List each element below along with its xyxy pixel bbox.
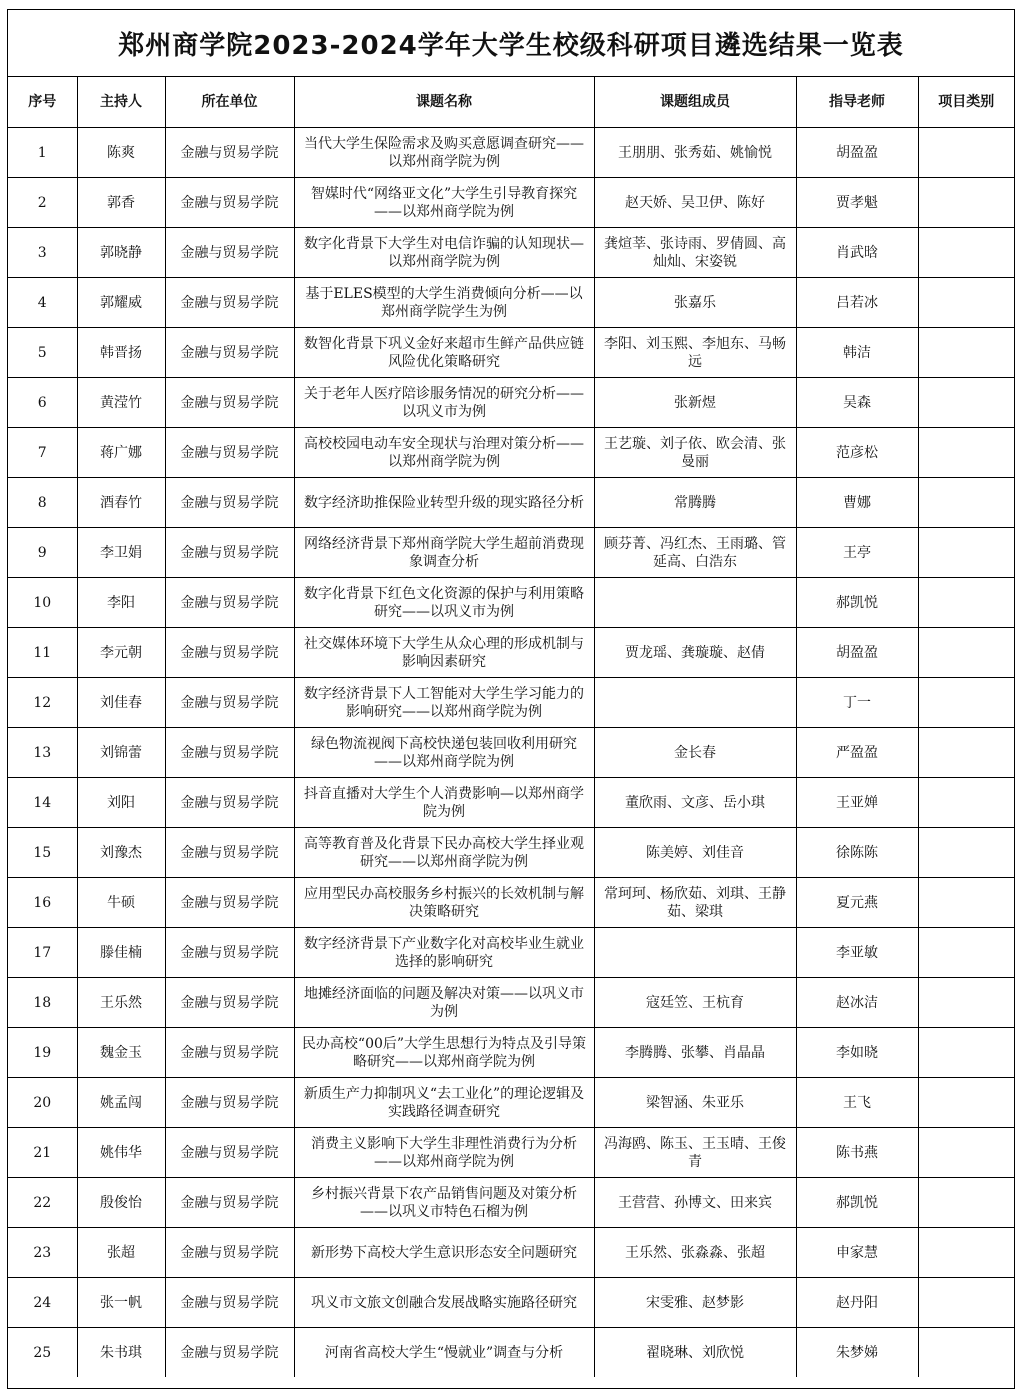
cell-topic: 民办高校“00后”大学生思想行为特点及引导策略研究——以郑州商学院为例 <box>294 1028 594 1078</box>
cell-advisor: 韩洁 <box>796 328 918 378</box>
table-row <box>8 178 1014 228</box>
table-row <box>8 1178 1014 1228</box>
cell-host: 郭耀威 <box>77 278 165 328</box>
cell-unit: 金融与贸易学院 <box>165 1028 294 1078</box>
cell-category <box>918 1178 1014 1228</box>
cell-topic: 数字化背景下大学生对电信诈骗的认知现状—以郑州商学院为例 <box>294 228 594 278</box>
cell-unit: 金融与贸易学院 <box>165 878 294 928</box>
cell-serial: 25 <box>8 1328 77 1378</box>
cell-category <box>918 228 1014 278</box>
table-row <box>8 428 1014 478</box>
table-row <box>8 1328 1014 1378</box>
cell-topic: 数智化背景下巩义金好来超市生鲜产品供应链风险优化策略研究 <box>294 328 594 378</box>
cell-topic: 基于ELES模型的大学生消费倾向分析——以郑州商学院学生为例 <box>294 278 594 328</box>
cell-advisor: 曹娜 <box>796 478 918 528</box>
cell-host: 刘阳 <box>77 778 165 828</box>
cell-advisor: 陈书燕 <box>796 1128 918 1178</box>
table-row <box>8 928 1014 978</box>
table-row <box>8 678 1014 728</box>
results-table <box>8 77 1014 1377</box>
cell-category <box>918 1278 1014 1328</box>
header-topic: 课题名称 <box>294 77 594 128</box>
cell-serial: 1 <box>8 128 77 178</box>
cell-serial: 19 <box>8 1028 77 1078</box>
cell-unit: 金融与贸易学院 <box>165 328 294 378</box>
cell-host: 李元朝 <box>77 628 165 678</box>
table-row <box>8 228 1014 278</box>
cell-topic: 巩义市文旅文创融合发展战略实施路径研究 <box>294 1278 594 1328</box>
cell-unit: 金融与贸易学院 <box>165 778 294 828</box>
cell-topic: 关于老年人医疗陪诊服务情况的研究分析——以巩义市为例 <box>294 378 594 428</box>
cell-serial: 5 <box>8 328 77 378</box>
cell-topic: 抖音直播对大学生个人消费影响—以郑州商学院为例 <box>294 778 594 828</box>
header-host: 主持人 <box>77 77 165 128</box>
cell-topic: 数字化背景下红色文化资源的保护与利用策略研究——以巩义市为例 <box>294 578 594 628</box>
cell-advisor: 贾孝魁 <box>796 178 918 228</box>
cell-advisor: 范彦松 <box>796 428 918 478</box>
cell-topic: 数字经济背景下产业数字化对高校毕业生就业选择的影响研究 <box>294 928 594 978</box>
table-row <box>8 378 1014 428</box>
cell-advisor: 夏元燕 <box>796 878 918 928</box>
table-row <box>8 1078 1014 1128</box>
cell-serial: 2 <box>8 178 77 228</box>
cell-advisor: 肖武晗 <box>796 228 918 278</box>
cell-host: 姚伟华 <box>77 1128 165 1178</box>
cell-host: 朱书琪 <box>77 1328 165 1378</box>
cell-category <box>918 628 1014 678</box>
cell-unit: 金融与贸易学院 <box>165 128 294 178</box>
cell-category <box>918 1028 1014 1078</box>
cell-advisor: 胡盈盈 <box>796 628 918 678</box>
cell-category <box>918 828 1014 878</box>
cell-serial: 8 <box>8 478 77 528</box>
cell-unit: 金融与贸易学院 <box>165 378 294 428</box>
cell-serial: 22 <box>8 1178 77 1228</box>
cell-topic: 数字经济助推保险业转型升级的现实路径分析 <box>294 478 594 528</box>
cell-members <box>594 678 796 728</box>
cell-unit: 金融与贸易学院 <box>165 728 294 778</box>
cell-members: 王营营、孙博文、田来宾 <box>594 1178 796 1228</box>
cell-topic: 当代大学生保险需求及购买意愿调查研究——以郑州商学院为例 <box>294 128 594 178</box>
cell-serial: 21 <box>8 1128 77 1178</box>
cell-unit: 金融与贸易学院 <box>165 278 294 328</box>
cell-members: 翟晓琳、刘欣悦 <box>594 1328 796 1378</box>
cell-serial: 13 <box>8 728 77 778</box>
cell-advisor: 王飞 <box>796 1078 918 1128</box>
cell-members <box>594 928 796 978</box>
cell-topic: 河南省高校大学生“慢就业”调查与分析 <box>294 1328 594 1378</box>
cell-topic: 数字经济背景下人工智能对大学生学习能力的影响研究——以郑州商学院为例 <box>294 678 594 728</box>
cell-category <box>918 1078 1014 1128</box>
cell-serial: 16 <box>8 878 77 928</box>
cell-serial: 20 <box>8 1078 77 1128</box>
cell-category <box>918 928 1014 978</box>
cell-members: 赵天娇、吴卫伊、陈好 <box>594 178 796 228</box>
cell-members: 李阳、刘玉熙、李旭东、马畅远 <box>594 328 796 378</box>
cell-host: 郭晓静 <box>77 228 165 278</box>
cell-serial: 10 <box>8 578 77 628</box>
cell-host: 刘锦蕾 <box>77 728 165 778</box>
cell-members: 顾芬菁、冯红杰、王雨璐、管延高、白浩东 <box>594 528 796 578</box>
cell-members: 常珂珂、杨欣茹、刘琪、王静茹、梁琪 <box>594 878 796 928</box>
cell-host: 牛硕 <box>77 878 165 928</box>
cell-category <box>918 378 1014 428</box>
cell-unit: 金融与贸易学院 <box>165 628 294 678</box>
cell-advisor: 李亚敏 <box>796 928 918 978</box>
cell-unit: 金融与贸易学院 <box>165 1228 294 1278</box>
cell-host: 李阳 <box>77 578 165 628</box>
cell-category <box>918 1328 1014 1378</box>
cell-unit: 金融与贸易学院 <box>165 1278 294 1328</box>
cell-advisor: 吴森 <box>796 378 918 428</box>
cell-category <box>918 478 1014 528</box>
cell-host: 姚孟闯 <box>77 1078 165 1128</box>
header-advisor: 指导老师 <box>796 77 918 128</box>
cell-serial: 23 <box>8 1228 77 1278</box>
cell-serial: 24 <box>8 1278 77 1328</box>
cell-serial: 15 <box>8 828 77 878</box>
cell-advisor: 申家慧 <box>796 1228 918 1278</box>
cell-advisor: 严盈盈 <box>796 728 918 778</box>
cell-unit: 金融与贸易学院 <box>165 828 294 878</box>
cell-category <box>918 778 1014 828</box>
cell-topic: 社交媒体环境下大学生从众心理的形成机制与影响因素研究 <box>294 628 594 678</box>
cell-serial: 9 <box>8 528 77 578</box>
table-row <box>8 1028 1014 1078</box>
cell-advisor: 李如晓 <box>796 1028 918 1078</box>
table-row <box>8 578 1014 628</box>
cell-host: 殷俊怡 <box>77 1178 165 1228</box>
cell-category <box>918 578 1014 628</box>
cell-advisor: 赵丹阳 <box>796 1278 918 1328</box>
header-category: 项目类别 <box>918 77 1014 128</box>
cell-host: 刘佳春 <box>77 678 165 728</box>
cell-category <box>918 978 1014 1028</box>
cell-members: 王艺璇、刘子依、欧会清、张曼丽 <box>594 428 796 478</box>
table-row <box>8 278 1014 328</box>
cell-serial: 11 <box>8 628 77 678</box>
cell-serial: 18 <box>8 978 77 1028</box>
table-row <box>8 528 1014 578</box>
cell-serial: 17 <box>8 928 77 978</box>
cell-members: 张嘉乐 <box>594 278 796 328</box>
cell-host: 张超 <box>77 1228 165 1278</box>
cell-topic: 高等教育普及化背景下民办高校大学生择业观研究——以郑州商学院为例 <box>294 828 594 878</box>
cell-host: 滕佳楠 <box>77 928 165 978</box>
cell-host: 张一帆 <box>77 1278 165 1328</box>
cell-unit: 金融与贸易学院 <box>165 428 294 478</box>
cell-members: 张新煜 <box>594 378 796 428</box>
cell-unit: 金融与贸易学院 <box>165 1178 294 1228</box>
result-table-sheet <box>7 9 1015 1389</box>
cell-unit: 金融与贸易学院 <box>165 478 294 528</box>
cell-host: 李卫娟 <box>77 528 165 578</box>
cell-topic: 智媒时代“网络亚文化”大学生引导教育探究——以郑州商学院为例 <box>294 178 594 228</box>
cell-unit: 金融与贸易学院 <box>165 1128 294 1178</box>
cell-topic: 应用型民办高校服务乡村振兴的长效机制与解决策略研究 <box>294 878 594 928</box>
cell-members: 寇廷笠、王杭育 <box>594 978 796 1028</box>
cell-advisor: 丁一 <box>796 678 918 728</box>
table-row <box>8 128 1014 178</box>
cell-serial: 7 <box>8 428 77 478</box>
cell-category <box>918 528 1014 578</box>
cell-members <box>594 578 796 628</box>
cell-topic: 地摊经济面临的问题及解决对策——以巩义市为例 <box>294 978 594 1028</box>
cell-topic: 网络经济背景下郑州商学院大学生超前消费现象调查分析 <box>294 528 594 578</box>
cell-members: 李腾腾、张攀、肖晶晶 <box>594 1028 796 1078</box>
cell-category <box>918 428 1014 478</box>
cell-serial: 3 <box>8 228 77 278</box>
cell-unit: 金融与贸易学院 <box>165 678 294 728</box>
cell-unit: 金融与贸易学院 <box>165 228 294 278</box>
cell-host: 郭香 <box>77 178 165 228</box>
document-title: 郑州商学院2023-2024学年大学生校级科研项目遴选结果一览表 <box>8 10 1014 77</box>
cell-unit: 金融与贸易学院 <box>165 928 294 978</box>
cell-topic: 绿色物流视阀下高校快递包装回收利用研究——以郑州商学院为例 <box>294 728 594 778</box>
cell-host: 蒋广娜 <box>77 428 165 478</box>
cell-members: 常腾腾 <box>594 478 796 528</box>
cell-topic: 新质生产力抑制巩义“去工业化”的理论逻辑及实践路径调查研究 <box>294 1078 594 1128</box>
table-row <box>8 728 1014 778</box>
cell-serial: 6 <box>8 378 77 428</box>
cell-category <box>918 178 1014 228</box>
cell-unit: 金融与贸易学院 <box>165 178 294 228</box>
cell-members: 冯海鸥、陈玉、王玉晴、王俊青 <box>594 1128 796 1178</box>
table-row <box>8 628 1014 678</box>
cell-host: 刘豫杰 <box>77 828 165 878</box>
table-row <box>8 478 1014 528</box>
table-row <box>8 978 1014 1028</box>
cell-host: 酒春竹 <box>77 478 165 528</box>
cell-members: 金长春 <box>594 728 796 778</box>
table-row <box>8 328 1014 378</box>
cell-members: 宋雯雅、赵梦影 <box>594 1278 796 1328</box>
header-row <box>8 77 1014 128</box>
cell-members: 陈美婷、刘佳音 <box>594 828 796 878</box>
cell-members: 王乐然、张淼淼、张超 <box>594 1228 796 1278</box>
cell-members: 龚煊莘、张诗雨、罗倩圆、高灿灿、宋姿锐 <box>594 228 796 278</box>
table-row <box>8 1278 1014 1328</box>
cell-host: 王乐然 <box>77 978 165 1028</box>
cell-advisor: 胡盈盈 <box>796 128 918 178</box>
cell-advisor: 王亚婵 <box>796 778 918 828</box>
cell-members: 王朋朋、张秀茹、姚愉悦 <box>594 128 796 178</box>
cell-advisor: 郝凯悦 <box>796 578 918 628</box>
cell-members: 梁智涵、朱亚乐 <box>594 1078 796 1128</box>
cell-topic: 消费主义影响下大学生非理性消费行为分析——以郑州商学院为例 <box>294 1128 594 1178</box>
cell-advisor: 徐陈陈 <box>796 828 918 878</box>
cell-category <box>918 678 1014 728</box>
cell-unit: 金融与贸易学院 <box>165 978 294 1028</box>
cell-advisor: 郝凯悦 <box>796 1178 918 1228</box>
cell-unit: 金融与贸易学院 <box>165 528 294 578</box>
cell-topic: 高校校园电动车安全现状与治理对策分析——以郑州商学院为例 <box>294 428 594 478</box>
cell-advisor: 吕若冰 <box>796 278 918 328</box>
cell-topic: 乡村振兴背景下农产品销售问题及对策分析——以巩义市特色石榴为例 <box>294 1178 594 1228</box>
cell-serial: 4 <box>8 278 77 328</box>
cell-host: 韩晋扬 <box>77 328 165 378</box>
table-row <box>8 778 1014 828</box>
cell-advisor: 赵冰洁 <box>796 978 918 1028</box>
table-row <box>8 1228 1014 1278</box>
cell-advisor: 朱梦娣 <box>796 1328 918 1378</box>
cell-category <box>918 878 1014 928</box>
cell-category <box>918 328 1014 378</box>
cell-host: 魏金玉 <box>77 1028 165 1078</box>
cell-members: 贾龙瑶、龚璇璇、赵倩 <box>594 628 796 678</box>
cell-host: 陈爽 <box>77 128 165 178</box>
cell-category <box>918 128 1014 178</box>
header-members: 课题组成员 <box>594 77 796 128</box>
cell-unit: 金融与贸易学院 <box>165 1328 294 1378</box>
cell-category <box>918 728 1014 778</box>
cell-advisor: 王亭 <box>796 528 918 578</box>
cell-serial: 12 <box>8 678 77 728</box>
table-row <box>8 1128 1014 1178</box>
cell-category <box>918 278 1014 328</box>
cell-category <box>918 1228 1014 1278</box>
header-unit: 所在单位 <box>165 77 294 128</box>
cell-topic: 新形势下高校大学生意识形态安全问题研究 <box>294 1228 594 1278</box>
cell-unit: 金融与贸易学院 <box>165 578 294 628</box>
table-row <box>8 878 1014 928</box>
cell-serial: 14 <box>8 778 77 828</box>
cell-members: 董欣雨、文彦、岳小琪 <box>594 778 796 828</box>
table-row <box>8 828 1014 878</box>
cell-host: 黄滢竹 <box>77 378 165 428</box>
header-serial: 序号 <box>8 77 77 128</box>
cell-unit: 金融与贸易学院 <box>165 1078 294 1128</box>
cell-category <box>918 1128 1014 1178</box>
